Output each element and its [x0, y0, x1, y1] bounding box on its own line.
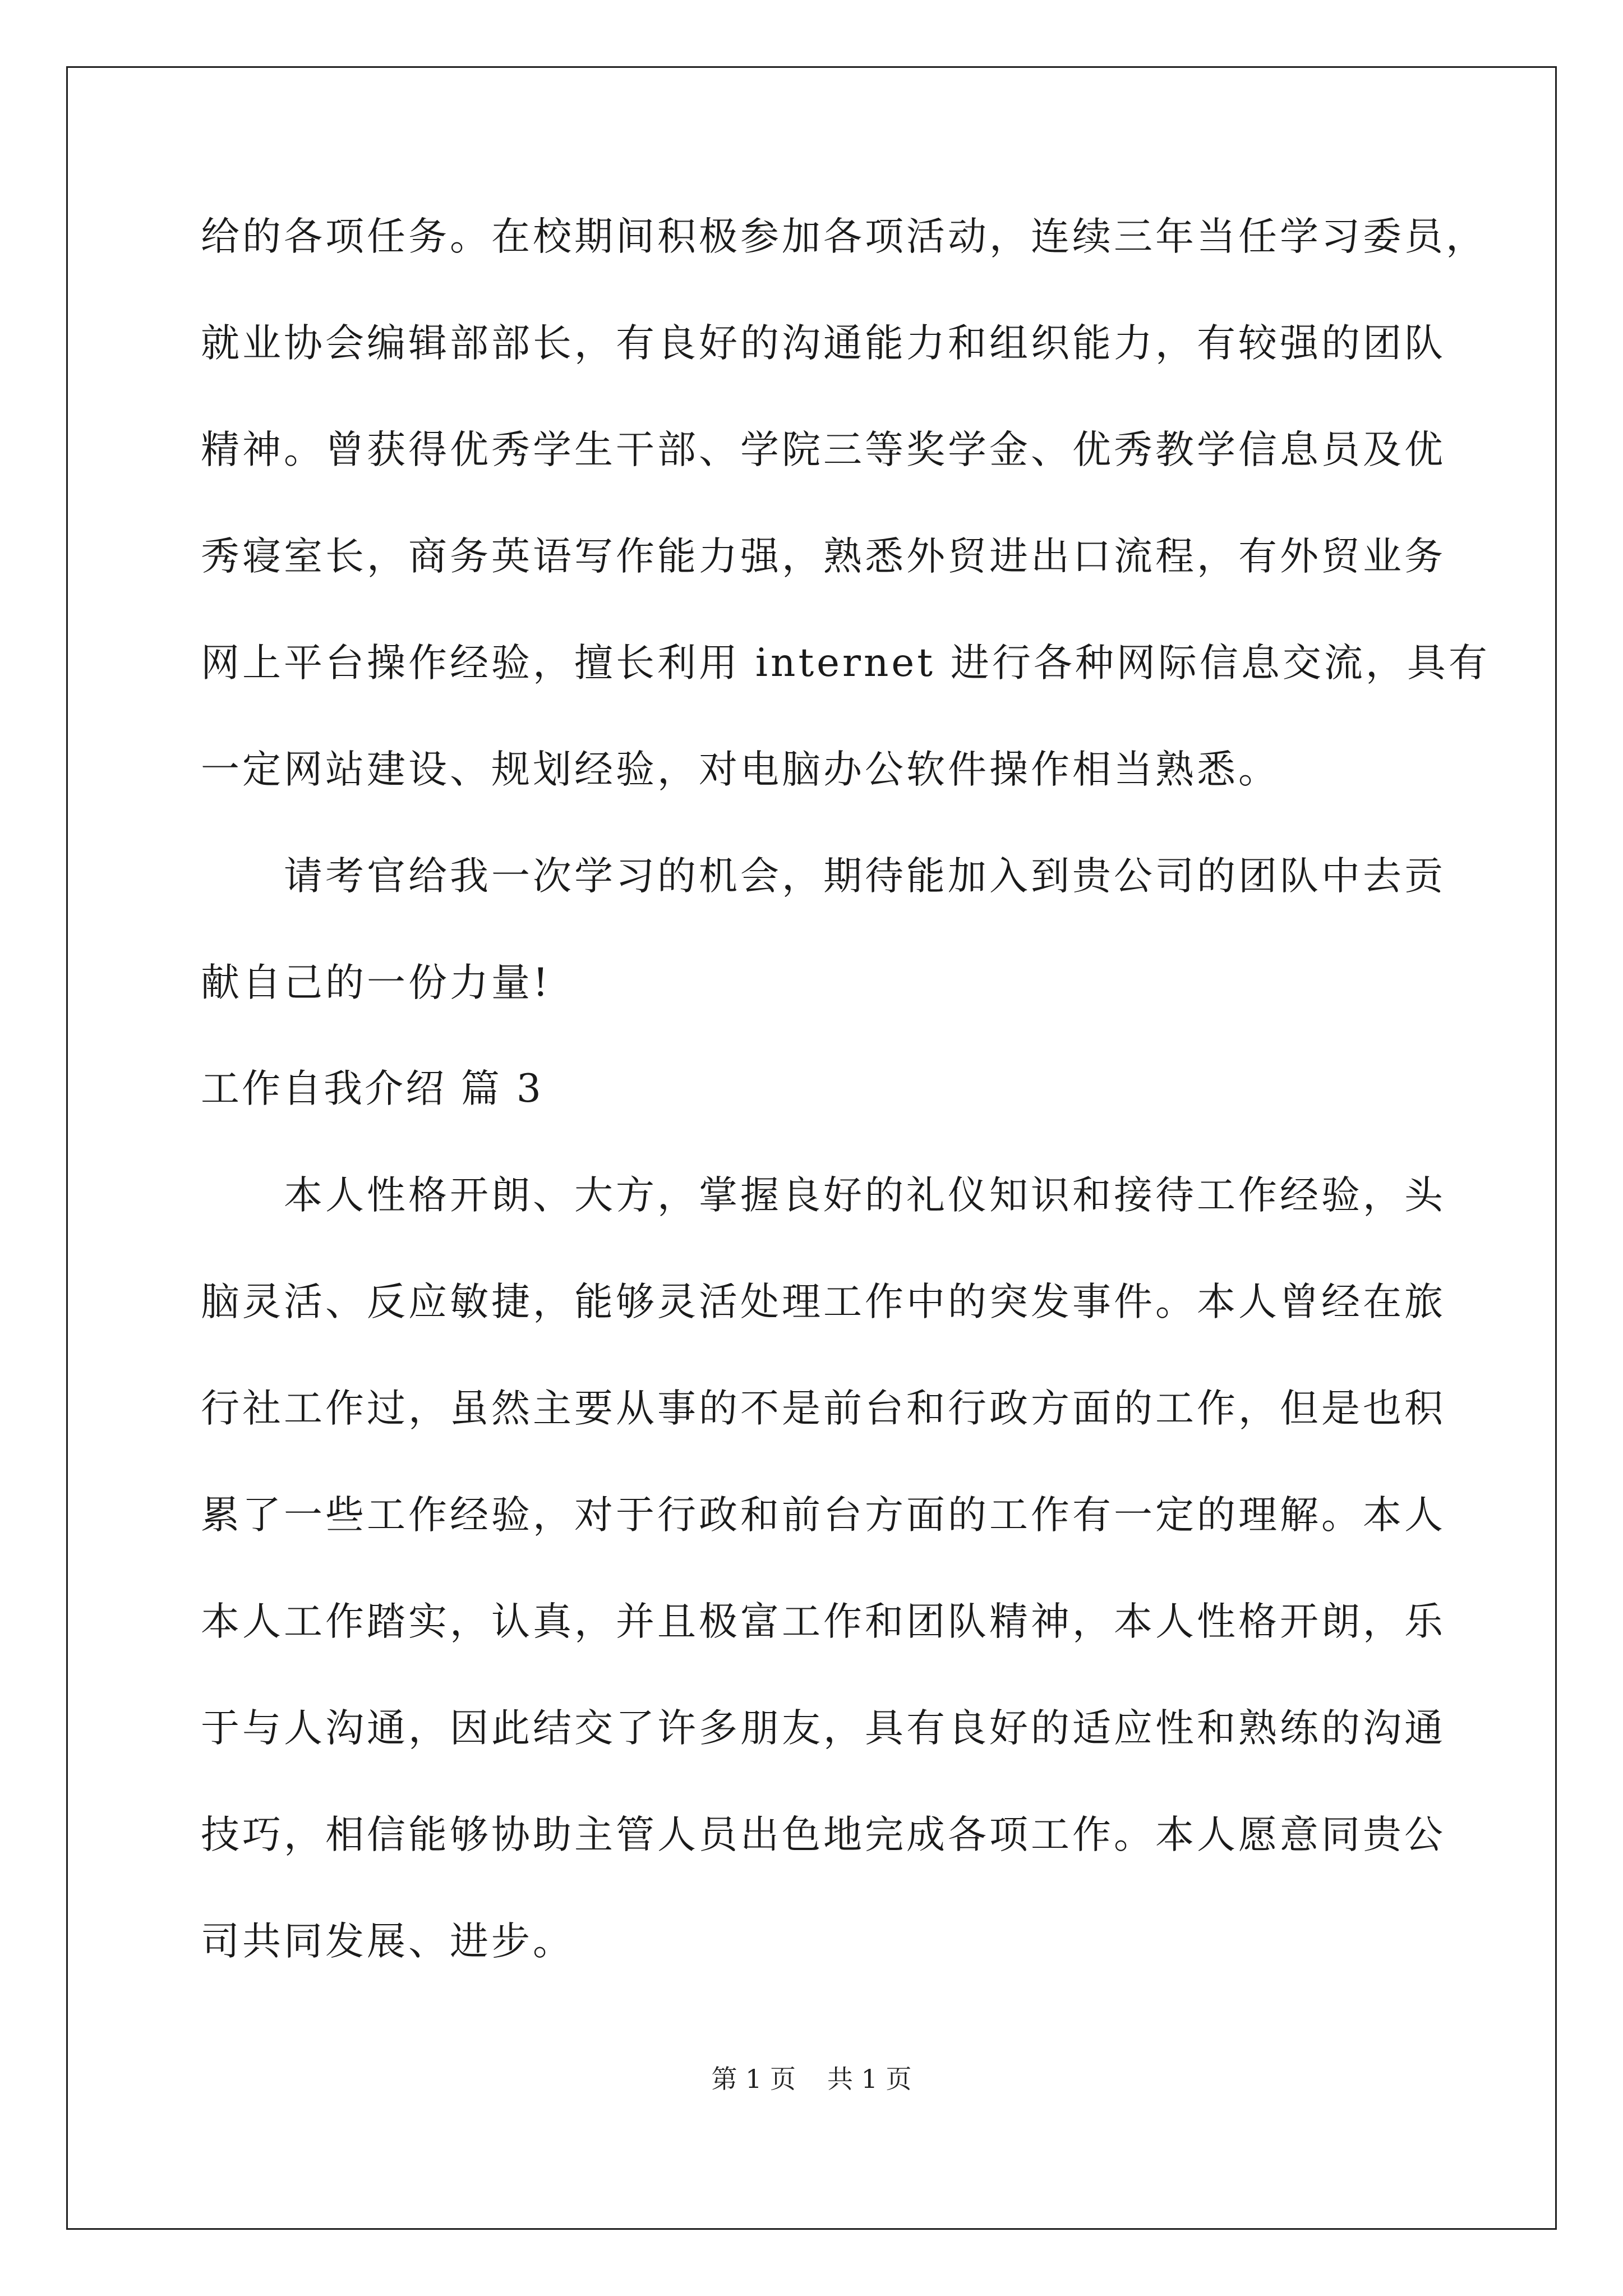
text-line: 司共同发展、进步。 — [201, 1919, 574, 1964]
text-line: 网上平台操作经验，擅长利用 internet 进行各种网际信息交流，具有 — [201, 641, 1490, 685]
text-line: 本人工作踏实，认真，并且极富工作和团队精神，本人性格开朗，乐 — [201, 1599, 1446, 1644]
text-line: 就业协会编辑部部长，有良好的沟通能力和组织能力，有较强的团队 — [201, 321, 1446, 366]
text-line: 一定网站建设、规划经验，对电脑办公软件操作相当熟悉。 — [201, 747, 1280, 792]
text-line: 于与人沟通，因此结交了许多朋友，具有良好的适应性和熟练的沟通 — [201, 1706, 1446, 1751]
page-footer — [0, 2062, 1623, 2096]
text-line: 精神。曾获得优秀学生干部、学院三等奖学金、优秀教学信息员及优 — [201, 427, 1446, 472]
text-line: 行社工作过，虽然主要从事的不是前台和行政方面的工作，但是也积 — [201, 1386, 1446, 1431]
page-frame — [66, 66, 1557, 2230]
text-line: 技巧，相信能够协助主管人员出色地完成各项工作。本人愿意同贵公 — [201, 1812, 1446, 1857]
page-total: 共 1 页 — [827, 2064, 912, 2094]
text-line: 脑灵活、反应敏捷，能够灵活处理工作中的突发事件。本人曾经在旅 — [201, 1280, 1446, 1324]
text-line: 给的各项任务。在校期间积极参加各项活动，连续三年当任学习委员， — [201, 214, 1487, 259]
text-line: 献自己的一份力量! — [201, 960, 551, 1005]
paragraph-first-line: 请考官给我一次学习的机会，期待能加入到贵公司的团队中去贡 — [284, 854, 1446, 899]
section-heading: 工作自我介绍 篇 3 — [201, 1066, 543, 1111]
paragraph-first-line: 本人性格开朗、大方，掌握良好的礼仪知识和接待工作经验，头 — [284, 1173, 1446, 1218]
page-number: 第 1 页 — [711, 2064, 796, 2094]
text-line: 秀寝室长，商务英语写作能力强，熟悉外贸进出口流程，有外贸业务 — [201, 534, 1446, 579]
text-line: 累了一些工作经验，对于行政和前台方面的工作有一定的理解。本人 — [201, 1493, 1446, 1538]
